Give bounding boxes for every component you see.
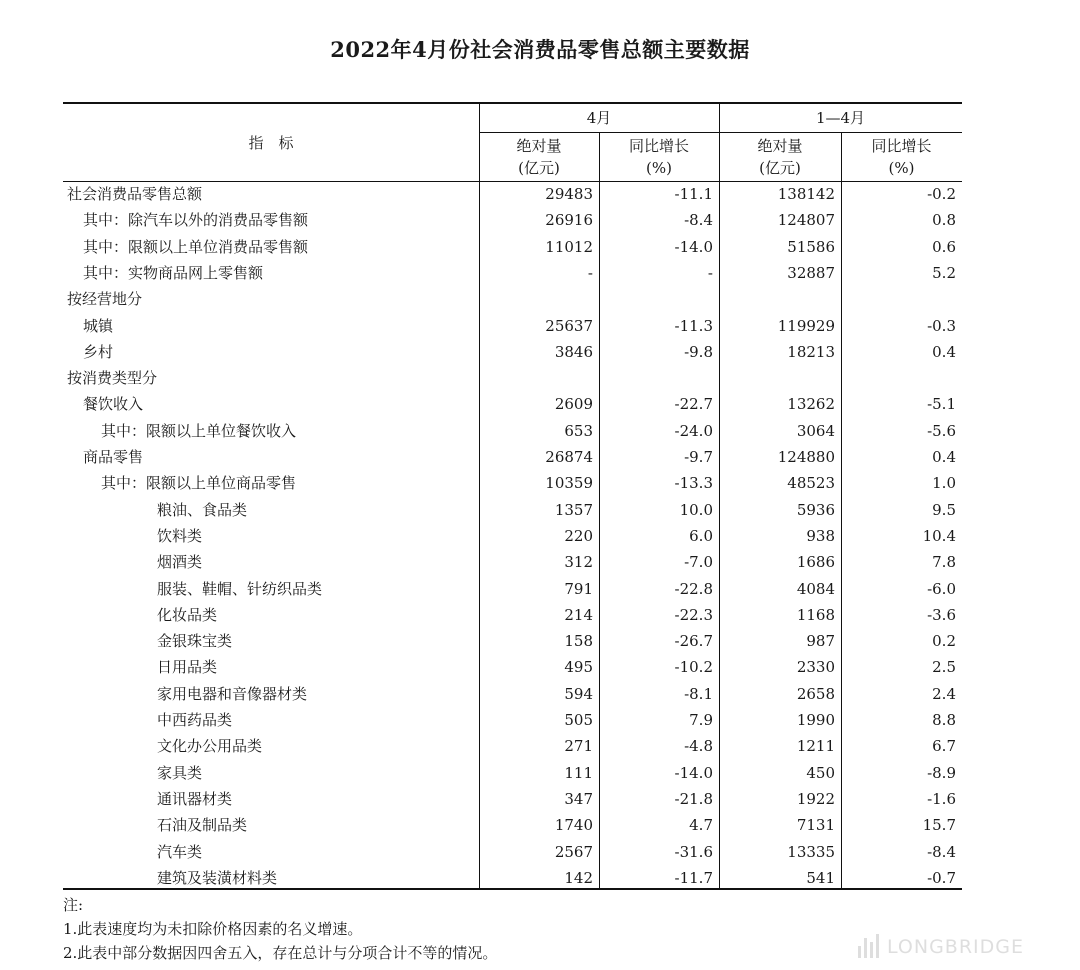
row-label: 烟酒类 xyxy=(157,553,203,572)
cell-ytd-yoy: 5.2 xyxy=(932,263,956,282)
cell-april-abs: 26874 xyxy=(545,448,593,466)
cell-april-abs: 220 xyxy=(564,526,593,545)
cell-april-abs: 10359 xyxy=(545,474,593,493)
cell-april-abs: 1357 xyxy=(554,500,593,519)
row-label: 其中：限额以上单位商品零售 xyxy=(101,474,297,493)
watermark-text: LONGBRIDGE xyxy=(887,936,1024,958)
table-row xyxy=(63,602,962,628)
cell-ytd-yoy: 0.4 xyxy=(932,448,956,466)
cell-april-abs: 142 xyxy=(564,868,593,887)
cell-april-abs: 495 xyxy=(564,658,593,677)
cell-ytd-abs: 1211 xyxy=(796,737,835,756)
row-label: 家具类 xyxy=(157,763,203,782)
bar-chart-logo-icon xyxy=(858,934,879,958)
table-row xyxy=(63,865,962,891)
header-period-jan-apr: 1—4月 xyxy=(815,109,866,127)
footnote-heading: 注: xyxy=(63,896,84,914)
header-yoy-april: 同比增长 (%) xyxy=(628,137,689,177)
row-label: 家用电器和音像器材类 xyxy=(157,684,308,703)
table-row xyxy=(63,707,962,733)
cell-april-yoy: -21.8 xyxy=(674,789,713,808)
table-row xyxy=(63,470,962,496)
cell-ytd-yoy: -5.1 xyxy=(927,395,956,414)
cell-april-abs: 594 xyxy=(564,684,593,703)
table-row xyxy=(63,681,962,707)
cell-april-yoy: -13.3 xyxy=(674,474,713,493)
row-label: 餐饮收入 xyxy=(83,395,144,414)
cell-ytd-abs: 1168 xyxy=(796,605,835,624)
cell-ytd-abs: 51586 xyxy=(787,237,835,256)
cell-april-yoy: 10.0 xyxy=(679,500,713,519)
cell-ytd-abs: 119929 xyxy=(777,316,835,335)
table-row xyxy=(63,812,962,838)
cell-april-yoy: -24.0 xyxy=(674,421,713,440)
row-label: 乡村 xyxy=(83,342,114,361)
cell-april-yoy: -11.7 xyxy=(674,868,713,887)
cell-ytd-abs: 18213 xyxy=(787,342,835,361)
row-label: 按消费类型分 xyxy=(67,369,158,388)
row-label: 城镇 xyxy=(83,316,114,335)
cell-april-yoy: 7.9 xyxy=(689,711,713,729)
cell-ytd-abs: 4084 xyxy=(796,579,835,598)
table-row xyxy=(63,365,962,391)
cell-april-yoy: -22.8 xyxy=(674,579,713,598)
cell-ytd-yoy: 7.8 xyxy=(932,553,956,572)
cell-april-yoy: -10.2 xyxy=(674,658,713,677)
row-label: 按经营地分 xyxy=(67,290,143,309)
cell-april-yoy: -8.1 xyxy=(684,684,713,703)
cell-ytd-yoy: 6.7 xyxy=(932,737,956,756)
table-row xyxy=(63,207,962,233)
cell-april-abs: 11012 xyxy=(545,237,593,256)
row-label: 饮料类 xyxy=(157,526,203,545)
cell-april-abs: 653 xyxy=(564,421,593,440)
header-abs-ytd: 绝对量 (亿元) xyxy=(757,137,803,177)
row-label: 建筑及装潢材料类 xyxy=(157,868,278,887)
cell-april-abs: 312 xyxy=(564,553,593,572)
cell-ytd-yoy: -8.4 xyxy=(927,842,956,861)
cell-ytd-yoy: 0.2 xyxy=(932,632,956,651)
cell-ytd-yoy: 1.0 xyxy=(932,474,956,493)
cell-april-abs: 29483 xyxy=(545,185,593,203)
cell-ytd-abs: 3064 xyxy=(796,421,835,440)
table-row xyxy=(63,181,962,207)
cell-april-yoy: -11.3 xyxy=(674,316,713,335)
table-row xyxy=(63,549,962,575)
table-row xyxy=(63,733,962,759)
cell-april-abs: 505 xyxy=(564,711,593,729)
row-label: 其中：限额以上单位消费品零售额 xyxy=(83,237,309,256)
row-label: 日用品类 xyxy=(157,658,218,677)
cell-april-abs: 347 xyxy=(564,789,593,808)
cell-ytd-abs: 938 xyxy=(806,526,835,545)
row-label: 化妆品类 xyxy=(157,605,218,624)
row-label: 通讯器材类 xyxy=(157,789,233,808)
cell-april-abs: 25637 xyxy=(545,316,593,335)
row-label: 服装、鞋帽、针纺织品类 xyxy=(157,579,323,598)
cell-april-yoy: -22.3 xyxy=(674,605,713,624)
footnote-item: 2.此表中部分数据因四舍五入，存在总计与分项合计不等的情况。 xyxy=(63,944,498,962)
cell-april-abs: 111 xyxy=(564,763,593,782)
cell-ytd-yoy: 10.4 xyxy=(922,526,956,545)
cell-ytd-abs: 2330 xyxy=(796,658,835,677)
page-title: 2022年4月份社会消费品零售总额主要数据 xyxy=(330,37,750,62)
cell-ytd-yoy: -0.7 xyxy=(927,868,956,887)
cell-april-abs: - xyxy=(587,263,593,282)
cell-ytd-abs: 2658 xyxy=(796,684,835,703)
table-row xyxy=(63,286,962,312)
table-row xyxy=(63,523,962,549)
cell-ytd-abs: 13335 xyxy=(787,842,835,861)
cell-april-yoy: -14.0 xyxy=(674,763,713,782)
cell-april-yoy: -9.8 xyxy=(684,342,713,361)
cell-ytd-abs: 124807 xyxy=(777,211,835,230)
footnotes xyxy=(63,893,497,965)
row-label: 金银珠宝类 xyxy=(157,632,233,651)
table-row xyxy=(63,260,962,286)
cell-ytd-abs: 1990 xyxy=(796,711,835,729)
header-subdivider xyxy=(479,132,962,133)
cell-ytd-yoy: 0.4 xyxy=(932,342,956,361)
cell-april-yoy: -4.8 xyxy=(684,737,713,756)
footnote-item: 1.此表速度均为未扣除价格因素的名义增速。 xyxy=(63,920,363,938)
cell-ytd-yoy: -8.9 xyxy=(927,763,956,782)
cell-ytd-abs: 138142 xyxy=(777,185,835,203)
header-yoy-ytd: 同比增长 (%) xyxy=(871,137,932,177)
row-label: 社会消费品零售总额 xyxy=(67,185,203,203)
table-row xyxy=(63,418,962,444)
table-row xyxy=(63,391,962,417)
cell-ytd-yoy: 0.6 xyxy=(932,237,956,256)
header-indicator: 指 标 xyxy=(248,134,294,152)
row-label: 商品零售 xyxy=(83,448,144,466)
cell-ytd-abs: 450 xyxy=(806,763,835,782)
cell-april-yoy: - xyxy=(707,263,713,282)
cell-ytd-abs: 7131 xyxy=(796,816,835,835)
cell-ytd-yoy: 2.5 xyxy=(932,658,956,677)
cell-ytd-yoy: -3.6 xyxy=(927,605,956,624)
row-label: 中西药品类 xyxy=(157,711,233,729)
table-row xyxy=(63,654,962,680)
row-label: 文化办公用品类 xyxy=(157,737,263,756)
table-row xyxy=(63,576,962,602)
row-label: 其中：除汽车以外的消费品零售额 xyxy=(83,211,309,230)
row-label: 其中：实物商品网上零售额 xyxy=(83,263,264,282)
table-row xyxy=(63,786,962,812)
cell-ytd-yoy: -0.3 xyxy=(927,316,956,335)
row-label: 石油及制品类 xyxy=(157,816,248,835)
table-row xyxy=(63,444,962,470)
table-row xyxy=(63,497,962,523)
table-row xyxy=(63,313,962,339)
cell-april-abs: 3846 xyxy=(554,342,593,361)
cell-april-abs: 26916 xyxy=(545,211,593,230)
cell-april-yoy: -22.7 xyxy=(674,395,713,414)
table-row xyxy=(63,839,962,865)
header-abs-april: 绝对量 (亿元) xyxy=(516,137,562,177)
cell-april-yoy: -11.1 xyxy=(674,185,713,203)
cell-april-abs: 1740 xyxy=(554,816,593,835)
cell-ytd-abs: 541 xyxy=(806,868,835,887)
cell-april-yoy: -26.7 xyxy=(674,632,713,651)
cell-april-yoy: -31.6 xyxy=(674,842,713,861)
table-row xyxy=(63,760,962,786)
cell-april-yoy: -9.7 xyxy=(684,448,713,466)
cell-ytd-yoy: -6.0 xyxy=(927,579,956,598)
cell-april-abs: 791 xyxy=(564,579,593,598)
cell-ytd-abs: 1922 xyxy=(796,789,835,808)
data-table xyxy=(63,102,962,890)
cell-april-yoy: -7.0 xyxy=(684,553,713,572)
cell-ytd-abs: 5936 xyxy=(796,500,835,519)
cell-april-abs: 158 xyxy=(564,632,593,651)
cell-ytd-abs: 124880 xyxy=(777,448,835,466)
cell-ytd-yoy: 9.5 xyxy=(932,500,956,519)
row-label: 粮油、食品类 xyxy=(157,500,248,519)
row-label: 汽车类 xyxy=(157,842,203,861)
cell-april-abs: 214 xyxy=(564,605,593,624)
cell-april-abs: 271 xyxy=(564,737,593,756)
cell-ytd-yoy: -0.2 xyxy=(927,185,956,203)
cell-april-yoy: -8.4 xyxy=(684,211,713,230)
watermark xyxy=(858,928,1024,958)
cell-ytd-abs: 48523 xyxy=(787,474,835,493)
cell-april-yoy: 6.0 xyxy=(689,526,713,545)
table-row xyxy=(63,628,962,654)
cell-ytd-yoy: -5.6 xyxy=(927,421,956,440)
cell-april-yoy: 4.7 xyxy=(689,816,713,835)
cell-april-abs: 2567 xyxy=(554,842,593,861)
cell-ytd-yoy: 0.8 xyxy=(932,211,956,230)
cell-ytd-yoy: 2.4 xyxy=(932,684,956,703)
header-period-april: 4月 xyxy=(586,109,612,127)
cell-ytd-yoy: 15.7 xyxy=(922,816,956,835)
cell-ytd-yoy: -1.6 xyxy=(927,789,956,808)
cell-ytd-yoy: 8.8 xyxy=(932,711,956,729)
cell-ytd-abs: 13262 xyxy=(787,395,835,414)
table-row xyxy=(63,339,962,365)
row-label: 其中：限额以上单位餐饮收入 xyxy=(101,421,297,440)
table-row xyxy=(63,234,962,260)
cell-ytd-abs: 1686 xyxy=(796,553,835,572)
cell-ytd-abs: 987 xyxy=(806,632,835,651)
cell-april-abs: 2609 xyxy=(554,395,593,414)
cell-april-yoy: -14.0 xyxy=(674,237,713,256)
cell-ytd-abs: 32887 xyxy=(787,263,835,282)
